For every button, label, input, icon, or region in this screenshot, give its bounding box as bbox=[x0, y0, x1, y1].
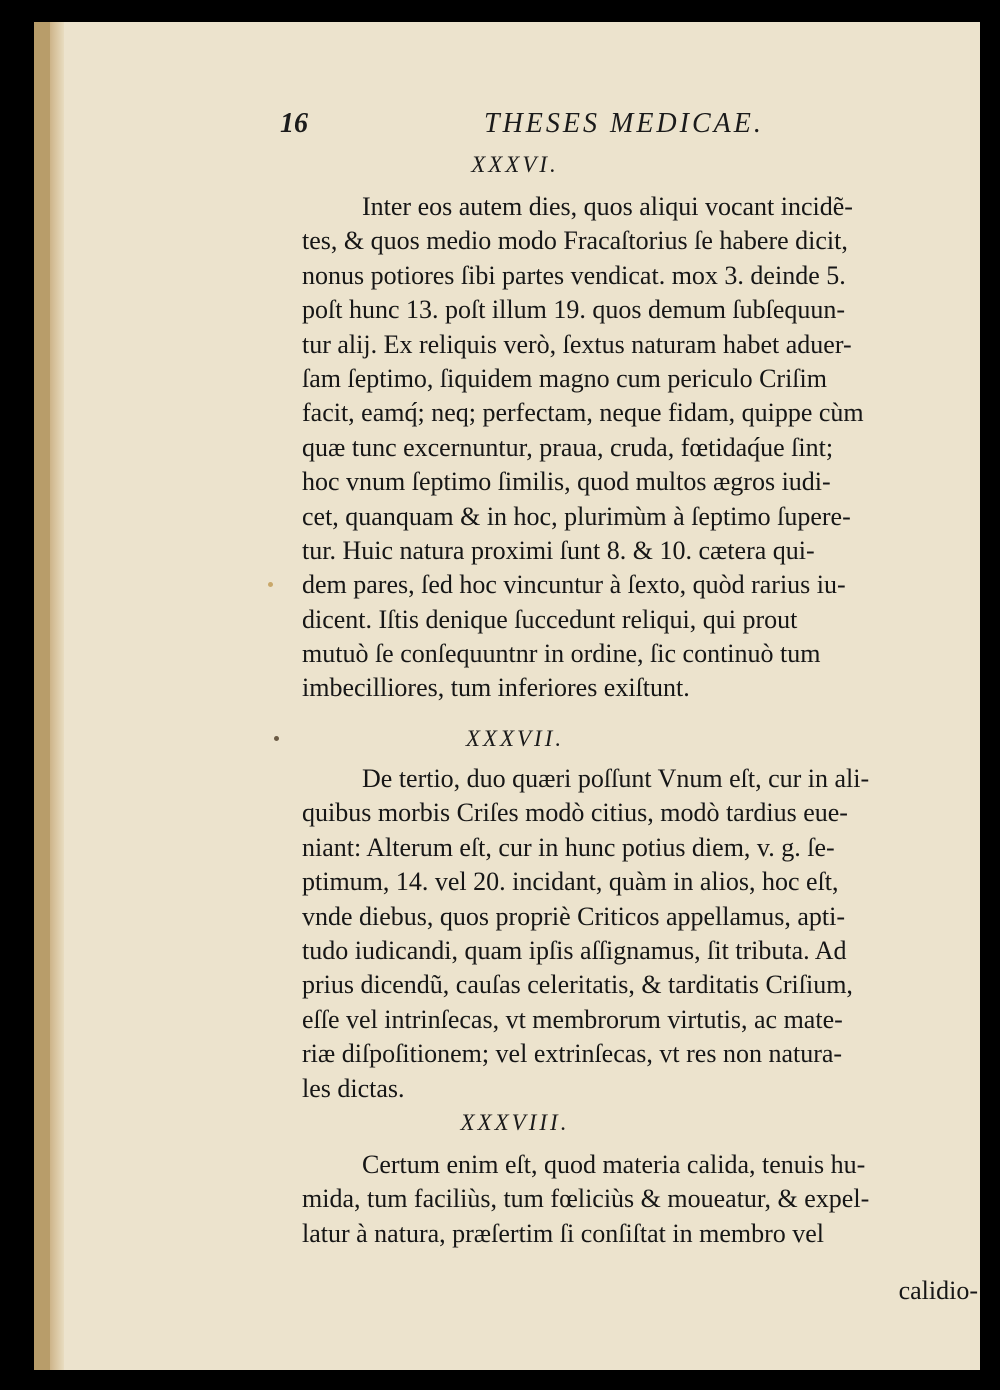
text-line: vnde diebus, quos propriè Criticos appellamus, apti- bbox=[302, 901, 846, 931]
text-line: poſt hunc 13. poſt illum 19. quos demum ſubſequun- bbox=[302, 295, 846, 325]
text-line: mida, tum faciliùs, tum fœliciùs & moueatur, & expel- bbox=[302, 1184, 870, 1214]
text-line: tur. Huic natura proximi ſunt 8. & 10. cætera qui- bbox=[302, 535, 815, 565]
catchword: calidio- bbox=[898, 1276, 978, 1305]
text-line: quibus morbis Criſes modò citius, modò tardius eue- bbox=[302, 798, 848, 828]
text-line: cet, quanquam & in hoc, plurimùm à ſeptimo ſupere- bbox=[302, 501, 851, 531]
text-line: les dictas. bbox=[302, 1073, 405, 1103]
paragraph-37 bbox=[302, 762, 974, 1106]
ink-spot bbox=[268, 582, 273, 587]
text-line: tes, & quos medio modo Fracaſtorius ſe habere dicit, bbox=[302, 226, 848, 256]
ink-spot bbox=[274, 736, 279, 741]
text-line: Inter eos autem dies, quos aliqui vocant incidẽ- bbox=[362, 192, 853, 221]
paragraph-38 bbox=[302, 1148, 974, 1251]
text-line: tur alij. Ex reliquis verò, ſextus naturam habet aduer- bbox=[302, 329, 852, 359]
text-line: riæ diſpoſitionem; vel extrinſecas, vt res non natura- bbox=[302, 1039, 843, 1069]
text-line: hoc vnum ſeptimo ſimilis, quod multos ægros iudi- bbox=[302, 467, 831, 497]
text-line: dicent. Iſtis denique ſuccedunt reliqui, qui prout bbox=[302, 604, 798, 634]
text-line: tudo iudicandi, quam ipſis aſſignamus, ſit tributa. Ad bbox=[302, 935, 847, 965]
text-line: imbecilliores, tum inferiores exiſtunt. bbox=[302, 673, 690, 703]
text-line: niant: Alterum eſt, cur in hunc potius diem, v. g. ſe- bbox=[302, 832, 835, 862]
text-line: ptimum, 14. vel 20. incidant, quàm in alios, hoc eſt, bbox=[302, 867, 839, 897]
section-heading-37: XXXVII. bbox=[465, 726, 565, 751]
text-line: eſſe vel intrinſecas, vt membrorum virtutis, ac mate- bbox=[302, 1004, 843, 1034]
text-line: nonus potiores ſibi partes vendicat. mox 3. deinde 5. bbox=[302, 260, 846, 290]
running-title: THESES MEDICAE. bbox=[484, 108, 764, 139]
text-line: ſam ſeptimo, ſiquidem magno cum periculo Criſim bbox=[302, 363, 827, 393]
page-header bbox=[280, 108, 980, 148]
text-line: quæ tunc excernuntur, praua, cruda, fœtidaq́ue ſint; bbox=[302, 432, 834, 462]
book-page bbox=[34, 22, 980, 1370]
page-number: 16 bbox=[280, 108, 308, 139]
paragraph-36 bbox=[302, 190, 974, 706]
text-line: dem pares, ſed hoc vincuntur à ſexto, quòd rarius iu- bbox=[302, 570, 846, 600]
text-line: De tertio, duo quæri poſſunt Vnum eſt, cur in ali- bbox=[362, 764, 870, 793]
text-line: mutuò ſe conſequuntnr in ordine, ſic continuò tum bbox=[302, 639, 821, 669]
text-line: latur à natura, præſertim ſi conſiſtat in membro vel bbox=[302, 1218, 825, 1248]
section-heading-36: XXXVI. bbox=[471, 152, 559, 177]
section-heading-38: XXXVIII. bbox=[460, 1110, 570, 1135]
text-line: prius dicendũ, cauſas celeritatis, & tarditatis Criſium, bbox=[302, 970, 853, 1000]
text-line: facit, eamq́; neq; perfectam, neque fidam, quippe cùm bbox=[302, 398, 864, 428]
text-line: Certum enim eſt, quod materia calida, tenuis hu- bbox=[362, 1150, 866, 1179]
